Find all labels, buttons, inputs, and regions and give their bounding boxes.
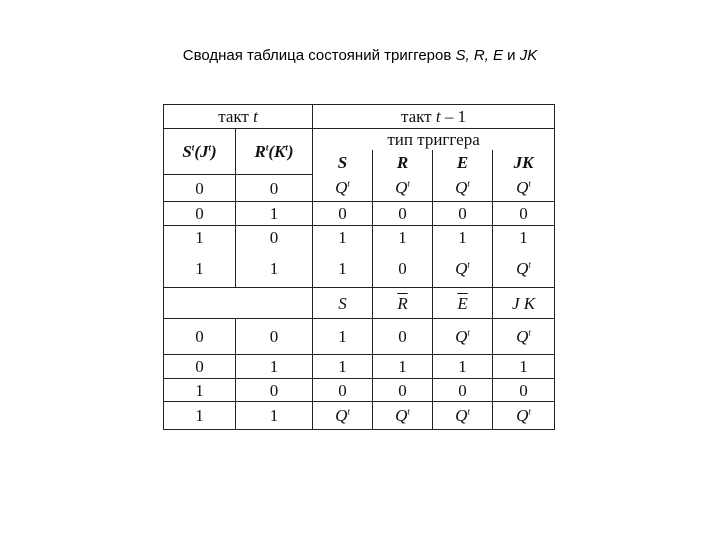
header-clock-t-minus-1: такт t – 1	[313, 105, 555, 129]
trigger-type-row	[164, 129, 555, 150]
title-last: JK	[519, 47, 538, 64]
title-prefix: Сводная таблица состояний триггеров	[182, 47, 456, 64]
q-cell: $Q^t$	[373, 175, 433, 202]
type-s-label: S	[313, 150, 373, 175]
q-cell: $Q^t$	[493, 250, 555, 288]
group-header-row	[164, 105, 555, 129]
q-cell: $Q^t$	[493, 319, 555, 355]
type-s-label: S	[313, 288, 373, 319]
type-jk-label: JK	[493, 150, 555, 175]
table-row: 0 0 1 0 $Q^t$ $Q^t$	[164, 319, 555, 355]
type-r-label: R	[373, 150, 433, 175]
q-cell: $Q^t$	[313, 402, 373, 430]
type-labels-bottom-row	[164, 288, 555, 319]
table-row: 1 0 1 1 1 1	[164, 226, 555, 250]
table-row: 0 1 1 1 1 1	[164, 355, 555, 379]
q-cell: $Q^t$	[433, 175, 493, 202]
q-cell: $Q^t$	[433, 250, 493, 288]
header-clock-t: такт t	[164, 105, 313, 129]
table-row: 0 0 $Q^t$ $Q^t$ $Q^t$ $Q^t$	[164, 175, 555, 202]
table-row: 0 1 0 0 0 0	[164, 202, 555, 226]
q-cell: $Q^t$	[433, 319, 493, 355]
type-e-label: E	[433, 150, 493, 175]
header-input-r-k: $R^t(K^t)$	[236, 129, 313, 175]
table-row: 1 1 1 0 $Q^t$ $Q^t$	[164, 250, 555, 288]
header-trigger-type: тип триггера	[313, 129, 555, 150]
table-row: 1 1 $Q^t$ $Q^t$ $Q^t$ $Q^t$	[164, 402, 555, 430]
page-title	[0, 47, 720, 64]
q-cell: $Q^t$	[373, 402, 433, 430]
type-jk-label: J K	[493, 288, 555, 319]
state-table	[163, 104, 555, 430]
type-r-inverted-label: $\overline{R}$	[373, 288, 433, 319]
q-cell: $Q^t$	[493, 175, 555, 202]
type-e-inverted-label: $\overline{E}$	[433, 288, 493, 319]
q-cell: $Q^t$	[313, 175, 373, 202]
empty-cell	[164, 288, 313, 319]
table-row: 1 0 0 0 0 0	[164, 379, 555, 402]
header-input-s-j: $S^t(J^t)$	[164, 129, 236, 175]
title-conj: и	[503, 47, 520, 64]
title-vars: S, R, E	[455, 47, 504, 64]
q-cell: $Q^t$	[493, 402, 555, 430]
q-cell: $Q^t$	[433, 402, 493, 430]
